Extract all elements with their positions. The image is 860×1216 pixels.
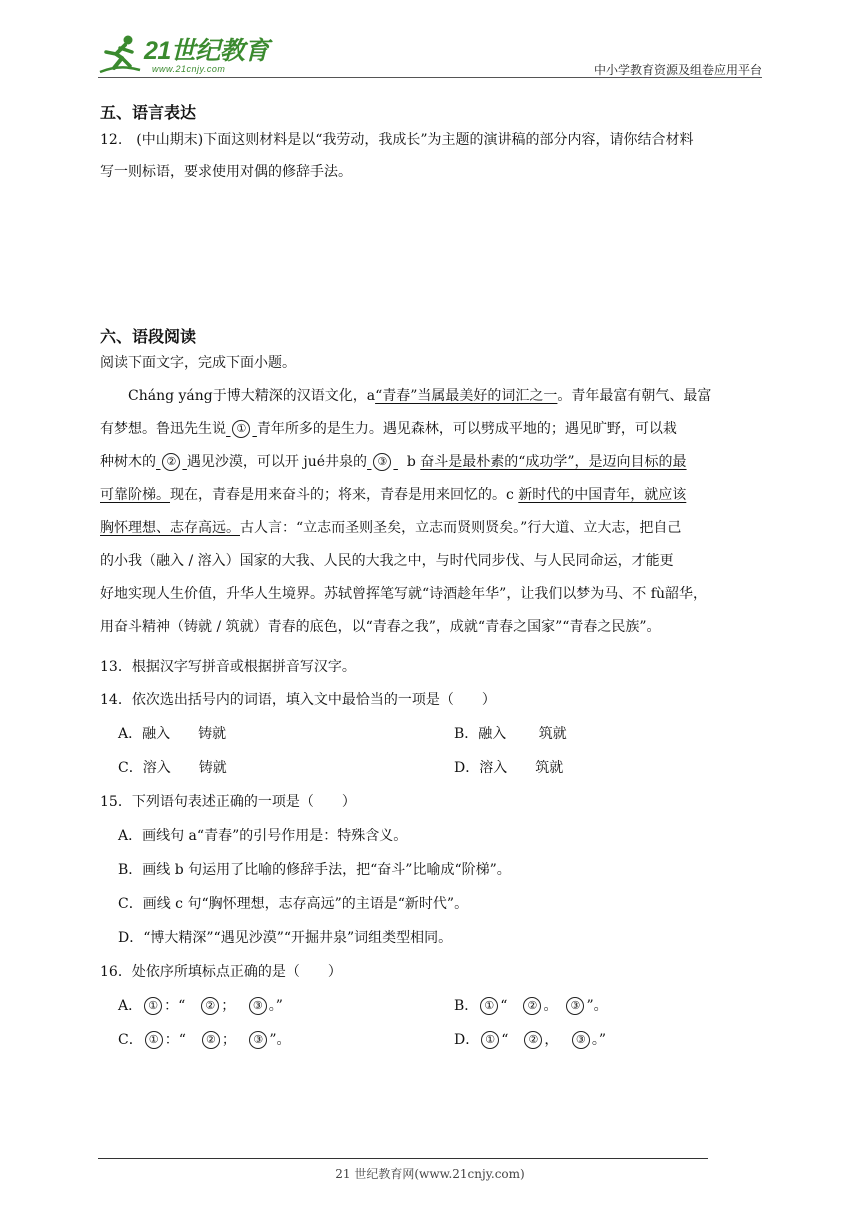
q16-option-c: C． ① ：“ ② ； ③ ”。 (118, 1032, 291, 1048)
footer-text: 21 世纪教育网(www.21cnjy.com) (335, 1167, 525, 1181)
underlined-sentence-c: 新时代的中国青年，就应该 (518, 487, 687, 503)
underlined-sentence-b: 奋斗是最朴素的“成功学”，是迈向目标的最 (420, 454, 687, 470)
q15-option-c: C．画线 c 句“胸怀理想，志存高远”的主语是“新时代”。 (118, 896, 469, 912)
q15-stem: 15．下列语句表述正确的一项是（ ） (100, 794, 356, 810)
q14-option-d: D．溶入 筑就 (454, 760, 564, 776)
passage-line-4: 可靠阶梯。现在，青春是用来奋斗的；将来，青春是用来回忆的。c 新时代的中国青年，就应该 (100, 487, 687, 503)
logo-main-text: 21世纪教育 (144, 37, 269, 65)
section-five-title: 五、语言表达 (100, 103, 197, 122)
passage-line-1: Cháng yáng于博大精深的汉语文化，a“青春”当属最美好的词汇之一。青年最富有朝气、最富 (128, 388, 712, 404)
header-platform-text: 中小学教育资源及组卷应用平台 (593, 63, 762, 77)
passage-line-6: 的小我（融入 / 溶入）国家的大我、人民的大我之中，与时代同步伐、与人民同命运，才能更 (100, 553, 674, 569)
blank-marker-2: ② (162, 453, 180, 471)
q14-option-a: A．融入 铸就 (118, 726, 227, 742)
q16-option-a: A． ① ：“ ② ； ③ 。” (118, 998, 283, 1014)
passage-line-3: 种树木的 ② 遇见沙漠，可以开 jué井泉的 ③ b 奋斗是最朴素的“成功学”，是迈向目标的最 (100, 454, 687, 470)
passage-line-7: 好地实现人生价值，升华人生境界。苏轼曾挥笔写就“诗酒趁年华”，让我们以梦为马、不 fù韶华， (100, 586, 707, 602)
q15-option-a: A．画线句 a“青春”的引号作用是：特殊含义。 (118, 828, 408, 844)
runner-logo-icon (98, 34, 142, 74)
q15-option-b: B．画线 b 句运用了比喻的修辞手法，把“奋斗”比喻成“阶梯”。 (118, 862, 511, 878)
page-header (98, 30, 762, 80)
blank-marker-1: ① (232, 420, 250, 438)
passage-line-5: 胸怀理想、志存高远。古人言：“立志而圣则圣矣，立志而贤则贤矣。”行大道、立大志，把自己 (100, 520, 682, 536)
blank-marker-3: ③ (373, 453, 391, 471)
q16-option-b: B． ① “ ② 。 ③ ”。 (454, 998, 608, 1014)
underlined-sentence-a: “青春”当属最美好的词汇之一 (375, 388, 558, 404)
passage-line-2: 有梦想。鲁迅先生说 ① 青年所多的是生力。遇见森林，可以劈成平地的；遇见旷野，可以栽 (100, 421, 677, 437)
q16-option-d: D． ① “ ② ， ③ 。” (454, 1032, 607, 1048)
header-divider (98, 77, 762, 78)
q14-option-c: C．溶入 铸就 (118, 760, 227, 776)
site-logo (98, 34, 269, 74)
logo-url-text: www.21cnjy.com (152, 64, 226, 74)
section-six-title: 六、语段阅读 (100, 327, 197, 346)
q14-option-b: B．融入 筑就 (454, 726, 567, 742)
q12-line2: 写一则标语，要求使用对偶的修辞手法。 (100, 164, 352, 180)
footer-divider (98, 1158, 708, 1159)
reading-instruction: 阅读下面文字，完成下面小题。 (100, 355, 296, 371)
q16-stem: 16．处依序所填标点正确的是（ ） (100, 964, 342, 980)
q15-option-d: D．“博大精深”“遇见沙漠”“开掘井泉”词组类型相同。 (118, 930, 453, 946)
q14-stem: 14．依次选出括号内的词语，填入文中最恰当的一项是（ ） (100, 692, 496, 708)
q13-stem: 13．根据汉字写拼音或根据拼音写汉字。 (100, 659, 356, 675)
passage-line-8: 用奋斗精神（铸就 / 筑就）青春的底色，以“青春之我”，成就“青春之国家”“青春之民族”。 (100, 619, 661, 635)
q12-line1: 12. (中山期末)下面这则材料是以“我劳动，我成长”为主题的演讲稿的部分内容，请你结合材料 (100, 132, 694, 148)
